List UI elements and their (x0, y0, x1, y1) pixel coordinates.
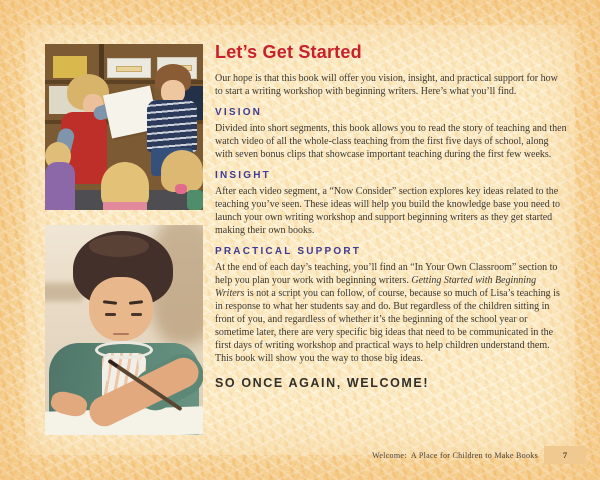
striped-sweater (147, 100, 197, 152)
page-number: 7 (562, 450, 568, 460)
eye (131, 313, 142, 316)
section-heading-insight: INSIGHT (215, 170, 271, 181)
section-heading-practical-support: PRACTICAL SUPPORT (215, 246, 362, 257)
boy-writing-photo (45, 225, 203, 435)
insight-paragraph: After each video segment, a “Now Consider” section explores key ideas related to the teaching you’ve seen. These ideas will help you build the knowledge base you need to launch your own writing workshop and support beginning writers as they get started making their own books. (215, 186, 560, 236)
closing-line: SO ONCE AGAIN, WELCOME! (215, 376, 430, 390)
hair-highlight (89, 235, 149, 257)
hoodie-collar (95, 341, 153, 359)
section-heading-vision: VISION (215, 107, 263, 118)
running-footer-text: Welcome: A Place for Children to Make Books (372, 450, 538, 460)
practical-support-paragraph: At the end of each day’s teaching, you’ll find an “In Your Own Classroom” section to help you plan your work with beginning writers. Getting Started with Beginning Writers is not a script you can follow, of course, because so much of Lisa’s teaching is in response to what her students say and do. But regardless of the children sitting in front of you, and regardless of whether it’s the beginning of the school year or sometime later, there are very specific big ideas that need to be communicated in the first days of writing workshop and practical ways to help children understand them. This book will show you the way to those big ideas. (215, 262, 560, 364)
page-title: Let’s Get Started (215, 42, 362, 62)
writing-boy-face (89, 277, 153, 341)
eye (105, 313, 116, 316)
vision-paragraph: Divided into short segments, this book allows you to read the story of teaching and then watch video of all the whole-class teaching from the first five days of school, along with seven bonus clips that showcase important teaching during the first few weeks. (215, 123, 567, 160)
intro-paragraph: Our hope is that this book will offer you vision, insight, and practical support for how to start a writing workshop with beginning writers. Here’s what you’ll find. (215, 73, 558, 97)
text-column (215, 42, 568, 390)
page-footer (372, 446, 586, 464)
backpack-strap (187, 190, 203, 210)
page-number-box (544, 446, 586, 464)
hair-bow (175, 184, 187, 194)
child-pink-shirt (103, 202, 147, 210)
child-purple-shirt (45, 162, 75, 210)
wire-basket (107, 58, 151, 78)
basket-label (116, 66, 142, 72)
mouth (113, 333, 129, 335)
classroom-photo (45, 44, 203, 210)
